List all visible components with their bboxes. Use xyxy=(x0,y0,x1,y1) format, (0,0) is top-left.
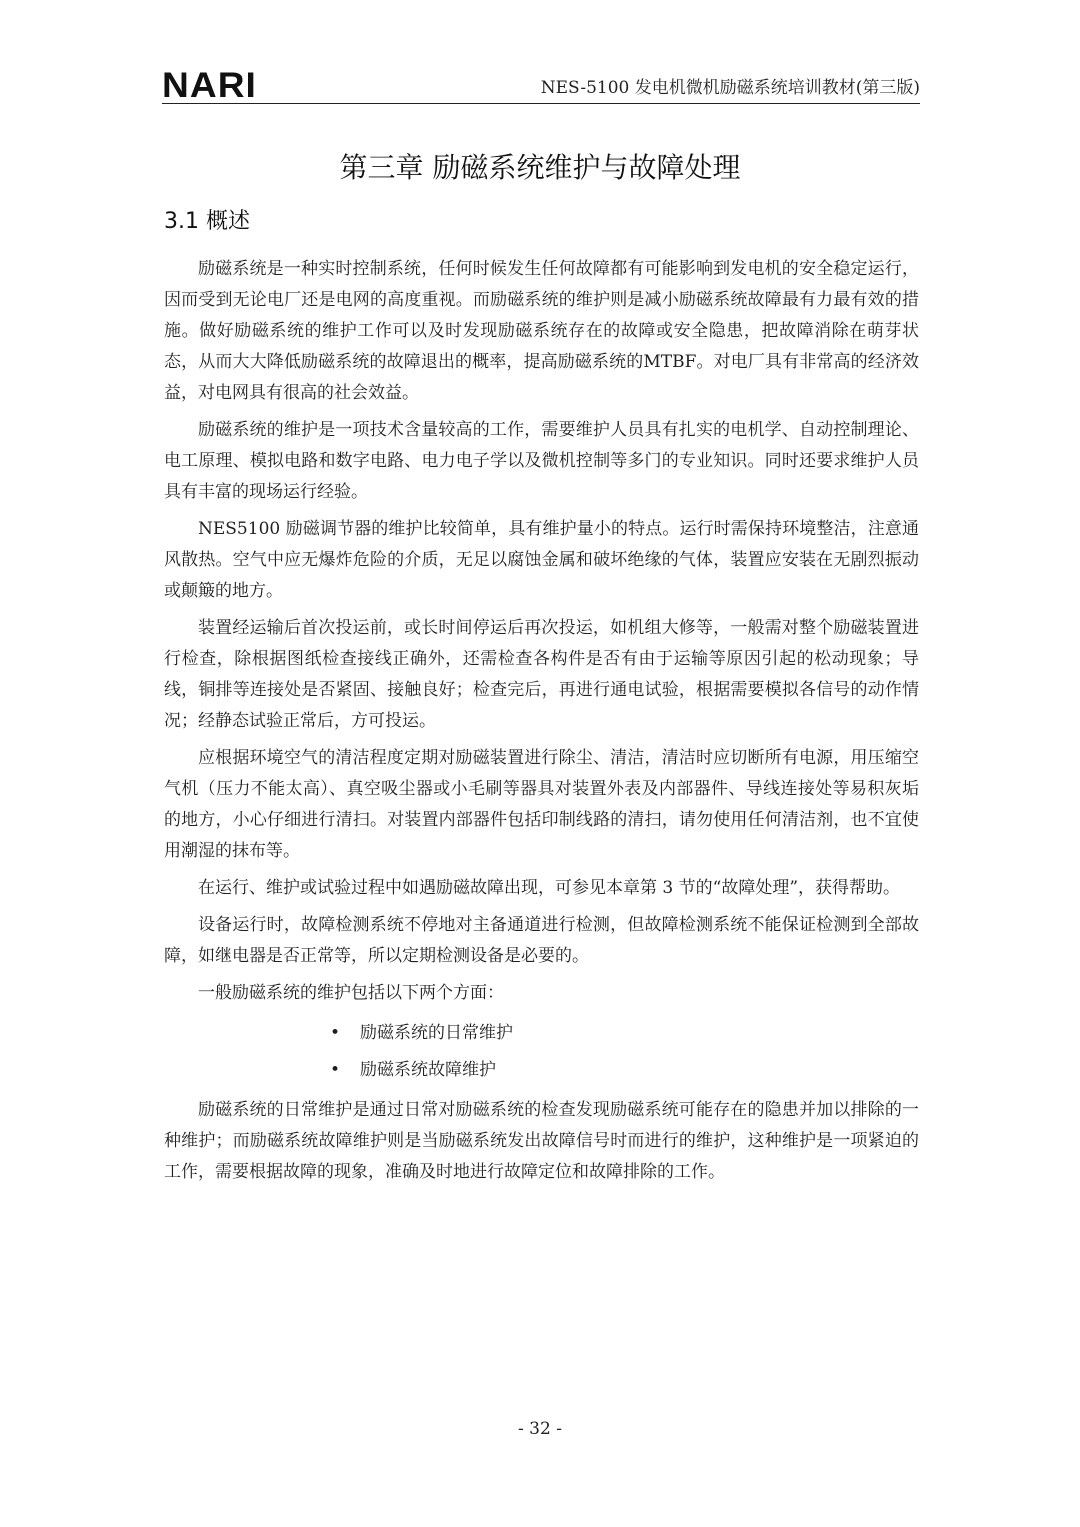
chapter-title: 第三章 励磁系统维护与故障处理 xyxy=(339,151,741,184)
paragraph: 装置经运输后首次投运前，或长时间停运后再次投运，如机组大修等，一般需对整个励磁装置进行检查，除根据图纸检查接线正确外，还需检查各构件是否有由于运输等原因引起的松动现象；导线，铜排等连接处是否紧固、接触良好；检查完后，再进行通电试验，根据需要模拟各信号的动作情况；经静态试验正常后，方可投运。 xyxy=(164,618,919,731)
list-item xyxy=(330,1052,919,1089)
list-item xyxy=(330,1015,919,1052)
paragraph: 在运行、维护或试验过程中如遇励磁故障出现，可参见本章第 3 节的“故障处理”，获得帮助。 xyxy=(198,878,901,898)
page-number: - 32 - xyxy=(518,1419,562,1439)
paragraph: 励磁系统的日常维护是通过日常对励磁系统的检查发现励磁系统可能存在的隐患并加以排除的一种维护；而励磁系统故障维护则是当励磁系统发出故障信号时而进行的维护，这种维护是一项紧迫的工作，需要根据故障的现象，准确及时地进行故障定位和故障排除的工作。 xyxy=(164,1100,919,1182)
paragraph: 应根据环境空气的清洁程度定期对励磁装置进行除尘、清洁，清洁时应切断所有电源，用压缩空气机（压力不能太高）、真空吸尘器或小毛刷等器具对装置外表及内部器件、导线连接处等易积灰垢的地方，小心仔细进行清扫。对装置内部器件包括印制线路的清扫，请勿使用任何清洁剂，也不宜使用潮湿的抹布等。 xyxy=(164,748,919,861)
paragraph: 一般励磁系统的维护包括以下两个方面： xyxy=(198,983,504,1003)
bullet-icon: • xyxy=(330,1060,341,1080)
paragraph: 励磁系统是一种实时控制系统，任何时候发生任何故障都有可能影响到发电机的安全稳定运行，因而受到无论电厂还是电网的高度重视。而励磁系统的维护则是减小励磁系统故障最有力最有效的措施。做好励磁系统的维护工作可以及时发现励磁系统存在的故障或安全隐患，把故障消除在萌芽状态，从而大大降低励磁系统的故障退出的概率，提高励磁系统的MTBF。对电厂具有非常高的经济效益，对电网具有很高的社会效益。 xyxy=(164,259,919,403)
list-item-label: 励磁系统故障维护 xyxy=(360,1060,496,1080)
page-header xyxy=(162,66,920,104)
section-title: 3.1 概述 xyxy=(164,209,250,234)
nari-logo: NARI xyxy=(162,66,257,105)
body-text xyxy=(164,254,919,1194)
header-divider xyxy=(162,103,920,104)
paragraph: 设备运行时，故障检测系统不停地对主备通道进行检测，但故障检测系统不能保证检测到全部故障，如继电器是否正常等，所以定期检测设备是必要的。 xyxy=(164,915,919,966)
paragraph: 励磁系统的维护是一项技术含量较高的工作，需要维护人员具有扎实的电机学、自动控制理论、电工原理、模拟电路和数字电路、电力电子学以及微机控制等多门的专业知识。同时还要求维护人员具有丰富的现场运行经验。 xyxy=(164,420,919,502)
header-title: NES-5100 发电机微机励磁系统培训教材(第三版) xyxy=(540,78,920,98)
maintenance-list xyxy=(164,1015,919,1089)
paragraph: NES5100 励磁调节器的维护比较简单，具有维护量小的特点。运行时需保持环境整洁，注意通风散热。空气中应无爆炸危险的介质，无足以腐蚀金属和破坏绝缘的气体，装置应安装在无剧烈振动或颠簸的地方。 xyxy=(164,519,919,601)
list-item-label: 励磁系统的日常维护 xyxy=(360,1023,513,1043)
bullet-icon: • xyxy=(330,1023,341,1043)
